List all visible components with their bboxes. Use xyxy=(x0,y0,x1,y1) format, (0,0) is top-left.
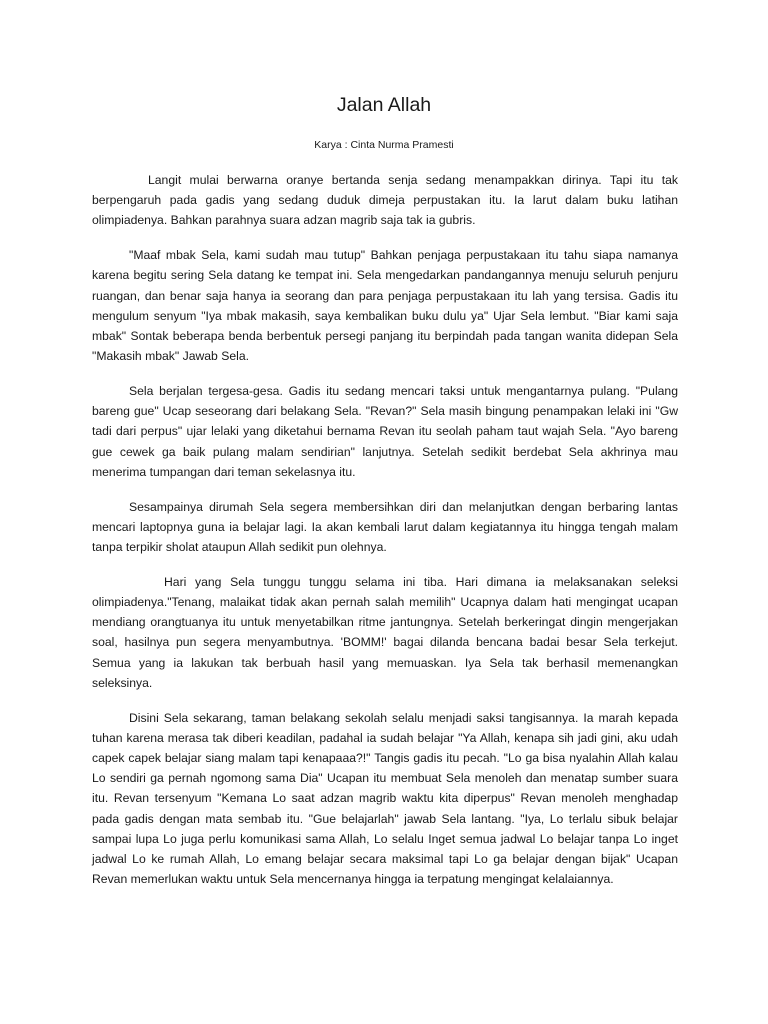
paragraph-2: "Maaf mbak Sela, kami sudah mau tutup" Bahkan penjaga perpustakaan itu tahu siapa namanya karena begitu sering Sela datang ke tempat ini. Sela mengedarkan pandangannya menuju seluruh penjuru ruangan, dan benar saja hanya ia seorang dan para penjaga perpustakaan itu lah yang tersisa. Gadis itu mengulum senyum "Iya mbak makasih, saya kembalikan buku dulu ya" Ujar Sela lembut. "Biar kami saja mbak" Sontak beberapa benda berbentuk persegi panjang itu berpindah pada tangan wanita didepan Sela "Makasih mbak" Jawab Sela. xyxy=(92,248,678,364)
paragraph-1: Langit mulai berwarna oranye bertanda senja sedang menampakkan dirinya. Tapi itu tak berpengaruh pada gadis yang sedang duduk dimeja perpustakan itu. Ia larut dalam buku latihan olimpiadenya. Bahkan parahnya suara adzan magrib saja tak ia gubris. xyxy=(92,173,678,228)
paragraph-5: Hari yang Sela tunggu tunggu selama ini tiba. Hari dimana ia melaksanakan seleksi olimpiadenya."Tenang, malaikat tidak akan pernah salah memilih" Ucapnya dalam hati mengingat ucapan mendiang orangtuanya itu untuk menyetabilkan ritme jantungnya. Setelah berkeringat dingin mengerjakan soal, hasilnya pun segera menyambutnya. 'BOMM!' bagai dilanda bencana badai besar Sela terkejut. Semua yang ia lakukan tak berbuah hasil yang memuaskan. Iya Sela tak berhasil memenangkan seleksinya. xyxy=(92,574,678,690)
document-body xyxy=(92,170,678,904)
paragraph-6: Disini Sela sekarang, taman belakang sekolah selalu menjadi saksi tangisannya. Ia marah kepada tuhan karena merasa tak diberi keadilan, padahal ia sudah belajar "Ya Allah, kenapa sih jadi gini, aku udah capek capek belajar siang malam tapi kenapaaa?!" Tangis gadis itu pecah. "Lo ga bisa nyalahin Allah kalau Lo sendiri ga pernah ngomong sama Dia" Ucapan itu membuat Sela menoleh dan menatap sumber suara itu. Revan tersenyum "Kemana Lo saat adzan magrib waktu kita diperpus" Revan menoleh menghadap pada gadis dengan mata sembab itu. "Gue belajarlah" jawab Sela lantang. "Iya, Lo terlalu sibuk belajar sampai lupa Lo juga perlu komunikasi sama Allah, Lo selalu Inget semua jadwal Lo belajar tanpa Lo inget jadwal Lo ke rumah Allah, Lo emang belajar secara maksimal tapi Lo ga belajar dengan bijak" Ucapan Revan memerlukan waktu untuk Sela mencernanya hingga ia terpatung mengingat kelalaiannya. xyxy=(92,710,678,887)
document-title: Jalan Allah xyxy=(336,94,432,116)
document-author: Karya : Cinta Nurma Pramesti xyxy=(314,139,454,151)
paragraph-4: Sesampainya dirumah Sela segera membersihkan diri dan melanjutkan dengan berbaring lantas mencari laptopnya guna ia belajar lagi. Ia akan kembali larut dalam kegiatannya itu hingga tengah malam tanpa terpikir sholat ataupun Allah sedikit pun olehnya. xyxy=(92,499,678,555)
paragraph-3: Sela berjalan tergesa-gesa. Gadis itu sedang mencari taksi untuk mengantarnya pulang. "Pulang bareng gue" Ucap seseorang dari belakang Sela. "Revan?" Sela masih bingung penampakan lelaki ini "Gw tadi dari perpus" ujar lelaki yang diketahui bernama Revan itu seolah paham taut wajah Sela. "Ayo bareng gue cewek ga baik pulang malam sendirian" lanjutnya. Setelah sedikit berdebat Sela akhrinya mau menerima tumpangan dari teman sekelasnya itu. xyxy=(92,384,678,479)
